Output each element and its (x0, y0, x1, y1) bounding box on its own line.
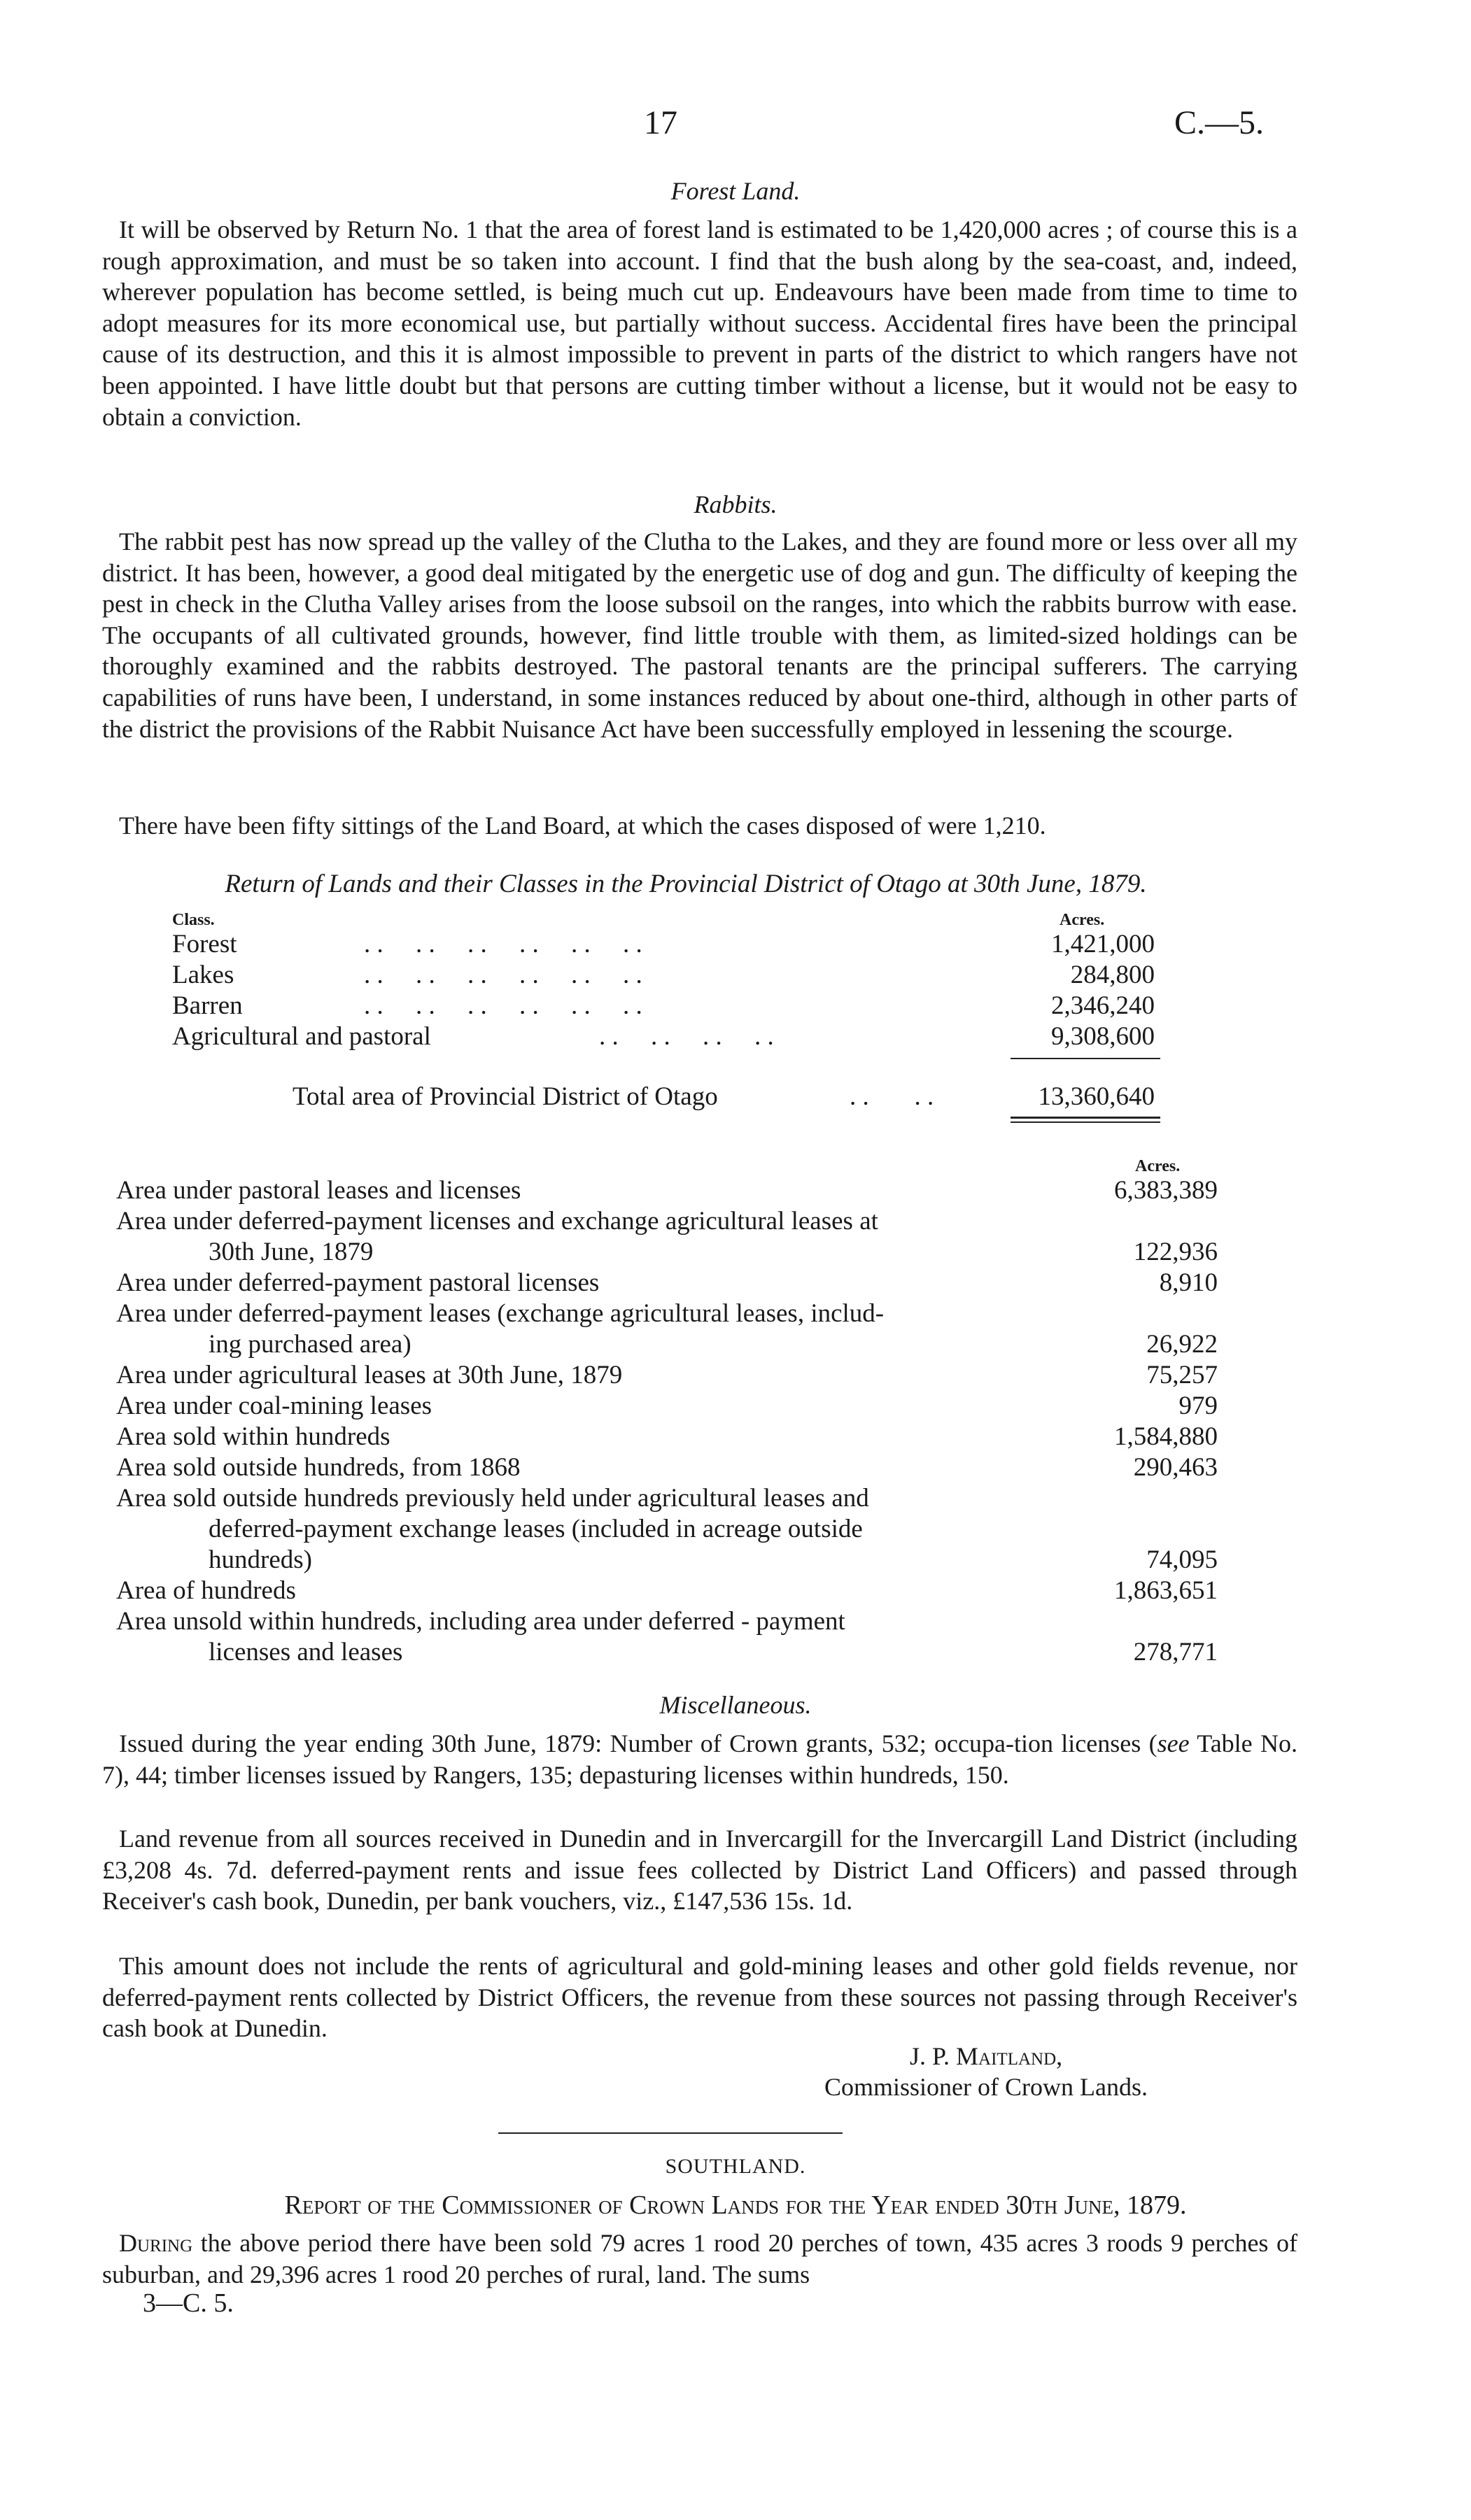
southland-paragraph (102, 2228, 1297, 2290)
area-label-line: ing purchased area) (209, 1330, 411, 1359)
area-acres-value: 278,771 (1133, 1638, 1218, 1666)
total-label: Total area of Provincial District of Otago (293, 1082, 718, 1111)
page-header (0, 104, 1471, 146)
signature-name: J. P. Maitland, (910, 2042, 1063, 2070)
acres-value: 2,346,240 (1051, 991, 1155, 1020)
misc-paragraph-1 (102, 1728, 1297, 1790)
class-label: Agricultural and pastoral (172, 1022, 431, 1051)
misc-heading: Miscellaneous. (659, 1691, 812, 1719)
southland-text: the above period there have been sold 79 acres 1 rood 20 perches of town, 435 acres 3 roods 9 perches of suburban, and 29,396 acres 1 rood 20 perches of rural, land. The sums (102, 2229, 1297, 2288)
area-label-line: Area of hundreds (116, 1576, 296, 1605)
misc-paragraph-3: This amount does not include the rents of agricultural and gold-mining leases and other gold fields revenue, nor deferred-payment rents collected by District Officers, the revenue from these sources not passing through Receiver's cash book at Dunedin. (102, 1952, 1297, 2043)
area-label-line: Area sold within hundreds (116, 1422, 390, 1451)
signature-title: Commissioner of Crown Lands. (824, 2073, 1148, 2101)
return-table-title: Return of Lands and their Classes in the Provincial District of Otago at 30th June, 1879. (225, 870, 1147, 898)
misc-p1-part-b: Table No. 7), 44; timber licenses issued by Rangers, 135; depasturing licenses within hundreds, 150. (102, 1729, 1297, 1789)
total-rule-top (1011, 1117, 1160, 1119)
class-label: Forest (172, 930, 237, 958)
acres-value: 1,421,000 (1051, 930, 1155, 958)
area-acres-value: 1,863,651 (1114, 1576, 1218, 1605)
area-acres-value: 75,257 (1146, 1361, 1218, 1389)
area-label-line: Area sold outside hundreds previously held under agricultural leases and (116, 1484, 869, 1513)
areas-acres-header: Acres. (1135, 1157, 1181, 1175)
acres-column-header: Acres. (1060, 911, 1105, 929)
rabbits-heading: Rabbits. (694, 490, 777, 518)
class-label: Barren (172, 991, 243, 1020)
area-acres-value: 1,584,880 (1114, 1422, 1218, 1451)
class-label: Lakes (172, 961, 234, 989)
paper-code: C.—5. (1174, 104, 1265, 141)
total-rule-bottom (1011, 1121, 1160, 1123)
area-acres-value: 8,910 (1159, 1268, 1218, 1297)
misc-p1-part-a: Issued during the year ending 30th June, 1879: Number of Crown grants, 532; occupa-tion licenses ( (119, 1729, 1157, 1757)
leader-dots: . . . . . . . . . . . . (364, 991, 642, 1020)
misc-p1-see: see (1157, 1729, 1190, 1757)
area-label-line: Area under agricultural leases at 30th June, 1879 (116, 1361, 623, 1389)
area-label-line: Area sold outside hundreds, from 1868 (116, 1453, 521, 1482)
area-label-line: deferred-payment exchange leases (included in acreage outside (209, 1515, 863, 1543)
area-acres-value: 74,095 (1146, 1545, 1218, 1574)
forest-paragraph: It will be observed by Return No. 1 that the area of forest land is estimated to be 1,420,000 acres ; of course this is a rough approximation, and must be so taken into account. I find that the bush along by the sea-coast, and, indeed, wherever population has become settled, is being much cut up. Endeavours have been made from time to time to adopt measures for its more economical use, but partially without success. Accidental fires have been the principal cause of its destruction, and this it is almost impossible to prevent in parts of the district to which rangers have not been appointed. I have little doubt but that persons are cutting timber without a license, but it would not be easy to obtain a conviction. (102, 215, 1297, 431)
southland-report-title: Report of the Commissioner of Crown Lands for the Year ended 30th June, 1879. (284, 2190, 1187, 2220)
leader-dots: . . . . . . . . . . . . (364, 961, 642, 989)
area-acres-value: 26,922 (1146, 1330, 1218, 1359)
area-label-line: Area under deferred-payment licenses and exchange agricultural leases at (116, 1207, 878, 1236)
area-label-line: hundreds) (209, 1545, 312, 1574)
area-label-line: Area under deferred-payment leases (exchange agricultural leases, includ- (116, 1299, 885, 1328)
area-label-line: Area under deferred-payment pastoral licenses (116, 1268, 600, 1297)
leader-dots: . . . . . . . . . . . . (364, 930, 642, 958)
southland-lead: During (119, 2229, 193, 2257)
total-value: 13,360,640 (1038, 1082, 1155, 1111)
area-label-line: 30th June, 1879 (209, 1238, 374, 1266)
southland-heading: SOUTHLAND. (665, 2155, 806, 2178)
section-divider (498, 2132, 843, 2134)
area-label-line: Area unsold within hundreds, including area under deferred - payment (116, 1607, 845, 1636)
leader-dots: . . . . (850, 1082, 934, 1111)
area-acres-value: 979 (1178, 1392, 1218, 1420)
subtotal-rule (1011, 1058, 1160, 1059)
area-label-line: licenses and leases (209, 1638, 403, 1666)
page-number: 17 (644, 104, 677, 141)
acres-value: 284,800 (1070, 961, 1155, 989)
area-label-line: Area under coal-mining leases (116, 1392, 432, 1420)
acres-value: 9,308,600 (1051, 1022, 1155, 1051)
area-acres-value: 6,383,389 (1114, 1176, 1218, 1205)
rabbits-paragraph: The rabbit pest has now spread up the valley of the Clutha to the Lakes, and they are found more or less over all my district. It has been, however, a good deal mitigated by the energetic use of dog and gun. The difficulty of keeping the pest in check in the Clutha Valley arises from the loose subsoil on the ranges, into which the rabbits burrow with ease. The occupants of all cultivated grounds, however, find little trouble with them, as limited-sized holdings can be thoroughly examined and the rabbits destroyed. The pastoral tenants are the principal sufferers. The carrying capabilities of runs have been, I understand, in some instances reduced by about one-third, although in other parts of the district the provisions of the Rabbit Nuisance Act have been successfully employed in lessening the scourge. (102, 528, 1297, 743)
area-label-line: Area under pastoral leases and licenses (116, 1176, 521, 1205)
forest-heading: Forest Land. (670, 177, 801, 205)
area-acres-value: 290,463 (1133, 1453, 1218, 1482)
leader-dots: . . . . . . . . (599, 1022, 774, 1051)
class-column-header: Class. (172, 911, 215, 929)
land-board-paragraph: There have been fifty sittings of the Land Board, at which the cases disposed of were 1,210. (119, 812, 1046, 840)
area-acres-value: 122,936 (1133, 1238, 1218, 1266)
signature-mark: 3—C. 5. (143, 2288, 234, 2318)
misc-paragraph-2: Land revenue from all sources received in Dunedin and in Invercargill for the Invercargill Land District (including £3,208 4s. 7d. deferred-payment rents and issue fees collected by District Land Officers) and passed through Receiver's cash book, Dunedin, per bank vouchers, viz., £147,536 15s. 1d. (102, 1825, 1297, 1916)
